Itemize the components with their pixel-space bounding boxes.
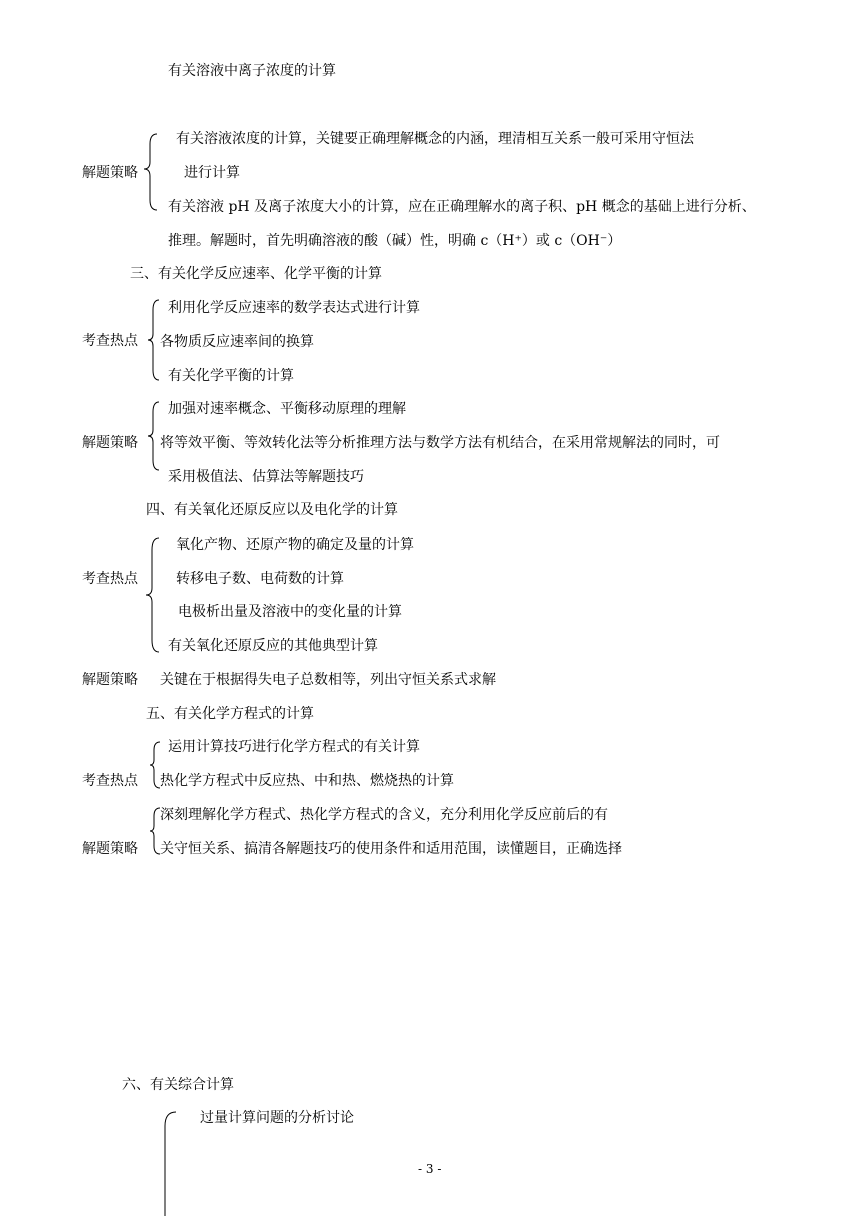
hot-item: 转移电子数、电荷数的计算 — [176, 571, 344, 587]
strategy-label: 解题策略 — [82, 435, 138, 451]
hot-item: 运用计算技巧进行化学方程式的有关计算 — [168, 739, 420, 755]
strategy-label: 解题策略 — [82, 165, 138, 181]
strategy-line: 有关溶液 pH 及离子浓度大小的计算，应在正确理解水的离子积、pH 概念的基础上进行分析、 — [168, 199, 756, 215]
hot-item: 有关化学平衡的计算 — [168, 368, 294, 384]
hot-label: 考查热点 — [82, 773, 138, 789]
section-heading: 四、有关氧化还原反应以及电化学的计算 — [146, 502, 398, 518]
hot-item: 热化学方程式中反应热、中和热、燃烧热的计算 — [160, 773, 454, 789]
section-subtitle: 有关溶液中离子浓度的计算 — [168, 63, 336, 79]
strategy-line: 进行计算 — [184, 165, 240, 181]
section-heading: 五、有关化学方程式的计算 — [146, 706, 314, 722]
hot-label: 考查热点 — [82, 333, 138, 349]
strategy-line: 有关溶液浓度的计算，关键要正确理解概念的内涵，理清相互关系一般可采用守恒法 — [176, 131, 694, 147]
brace-icon — [156, 1110, 180, 1216]
list-item: 过量计算问题的分析讨论 — [200, 1110, 354, 1126]
page-number: - 3 - — [418, 1162, 442, 1176]
strategy-line: 推理。解题时，首先明确溶液的酸（碱）性，明确 c（H⁺）或 c（OH⁻） — [168, 233, 622, 249]
strategy-line: 关守恒关系、搞清各解题技巧的使用条件和适用范围，读懂题目，正确选择 — [160, 841, 622, 857]
section-heading: 六、有关综合计算 — [122, 1077, 234, 1093]
brace-icon — [144, 536, 162, 654]
strategy-line: 深刻理解化学方程式、热化学方程式的含义，充分利用化学反应前后的有 — [160, 807, 608, 823]
strategy-label: 解题策略 — [82, 841, 138, 857]
strategy-label: 解题策略 — [82, 672, 138, 688]
hot-item: 氧化产物、还原产物的确定及量的计算 — [176, 537, 414, 553]
hot-item: 电极析出量及溶液中的变化量的计算 — [178, 604, 402, 620]
strategy-line: 关键在于根据得失电子总数相等，列出守恒关系式求解 — [160, 672, 496, 688]
hot-label: 考查热点 — [82, 571, 138, 587]
strategy-line: 采用极值法、估算法等解题技巧 — [168, 469, 364, 485]
hot-item: 有关氧化还原反应的其他典型计算 — [168, 638, 378, 654]
strategy-line: 加强对速率概念、平衡移动原理的理解 — [168, 401, 406, 417]
hot-item: 各物质反应速率间的换算 — [160, 334, 314, 350]
strategy-line: 将等效平衡、等效转化法等分析推理方法与数学方法有机结合，在采用常规解法的同时，可 — [160, 435, 720, 451]
hot-item: 利用化学反应速率的数学表达式进行计算 — [168, 300, 420, 316]
brace-icon — [142, 132, 162, 212]
section-heading: 三、有关化学反应速率、化学平衡的计算 — [130, 266, 382, 282]
